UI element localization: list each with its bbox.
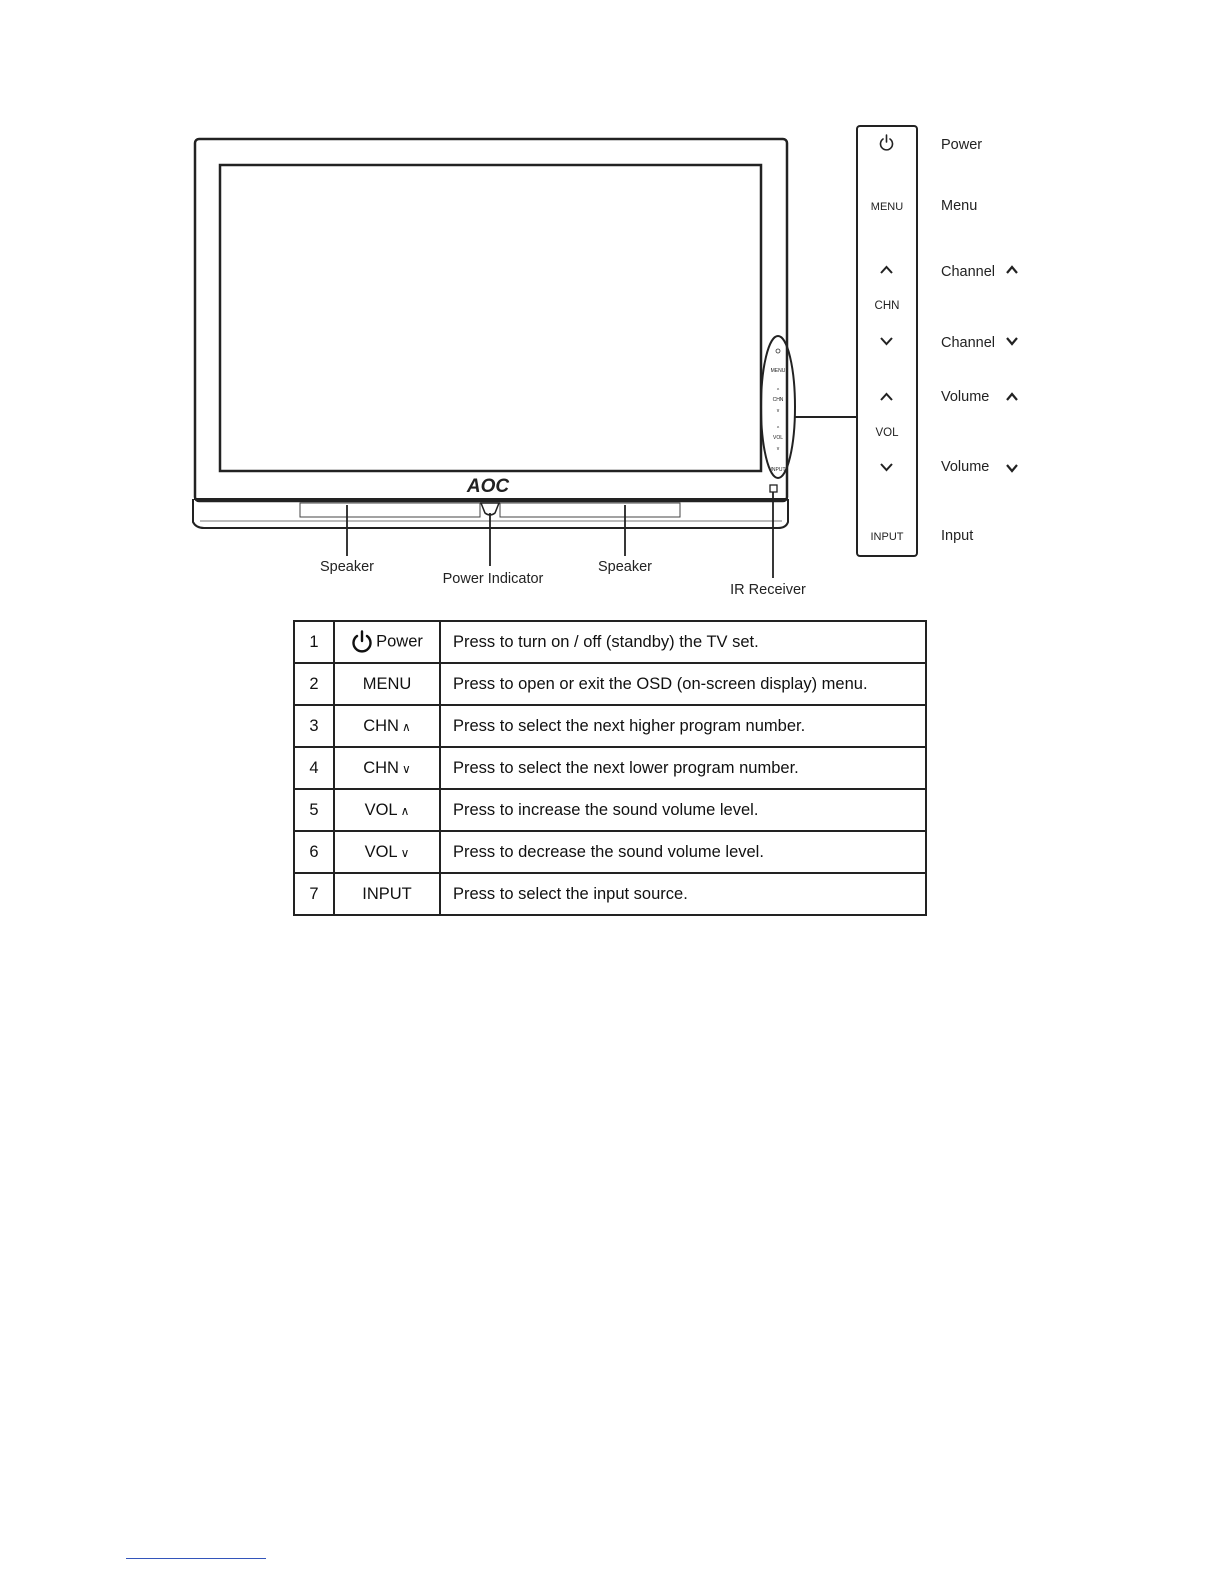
button-label: CHN <box>363 758 399 777</box>
button-label: Power <box>376 632 423 651</box>
channel-up-chevron-icon <box>1007 267 1017 273</box>
button-label: CHN <box>363 716 399 735</box>
chevron-down-icon: ∨ <box>400 845 410 860</box>
channel-down-side-label: Channel <box>941 335 996 351</box>
menu-side-label: Menu <box>941 198 978 214</box>
volume-down-chevron-icon <box>1007 465 1017 471</box>
table-row <box>294 873 926 915</box>
tv-front-diagram <box>0 0 1224 620</box>
speaker-grille-right <box>500 503 680 517</box>
panel-input-button: INPUT <box>870 531 904 543</box>
mini-chn-label: CHN <box>772 397 784 403</box>
mini-power-icon <box>776 349 780 353</box>
table-row <box>294 705 926 747</box>
controls-table <box>293 620 927 916</box>
row-number: 7 <box>294 873 334 915</box>
button-label: VOL <box>364 842 398 861</box>
button-cell <box>334 705 440 747</box>
volume-down-side-label: Volume <box>941 459 990 475</box>
mini-chevron-down-icon: v <box>776 446 780 452</box>
row-number: 3 <box>294 705 334 747</box>
description-cell: Press to select the input source. <box>440 873 926 915</box>
mini-chevron-up-icon: ^ <box>776 426 780 432</box>
description-cell: Press to select the next lower program number. <box>440 747 926 789</box>
mini-chevron-up-icon: ^ <box>776 388 780 394</box>
chevron-down-icon: ∨ <box>401 761 411 776</box>
description-cell: Press to turn on / off (standby) the TV set. <box>440 621 926 663</box>
description-cell: Press to increase the sound volume level. <box>440 789 926 831</box>
panel-chn-label: CHN <box>874 300 900 312</box>
tv-screen <box>220 165 761 471</box>
button-cell <box>334 663 440 705</box>
button-cell <box>334 747 440 789</box>
row-number: 5 <box>294 789 334 831</box>
table-row <box>294 831 926 873</box>
description-cell: Press to open or exit the OSD (on-screen display) menu. <box>440 663 926 705</box>
button-cell <box>334 621 440 663</box>
table-row <box>294 747 926 789</box>
speaker-grille-left <box>300 503 480 517</box>
table-row <box>294 663 926 705</box>
button-label: MENU <box>362 674 412 693</box>
side-panel-highlight <box>761 336 795 478</box>
panel-menu-button: MENU <box>870 201 904 213</box>
row-number: 2 <box>294 663 334 705</box>
mini-vol-label: VOL <box>772 435 784 441</box>
chevron-up-icon: ∧ <box>400 803 410 818</box>
table-row <box>294 621 926 663</box>
panel-vol-label: VOL <box>875 427 899 439</box>
mini-input-label: INPUT <box>770 467 786 473</box>
table-row <box>294 789 926 831</box>
mini-menu-label: MENU <box>770 368 786 374</box>
ir-receiver-label: IR Receiver <box>730 582 806 598</box>
volume-up-side-label: Volume <box>941 389 990 405</box>
aoc-logo: AOC <box>466 476 510 497</box>
description-cell: Press to decrease the sound volume level. <box>440 831 926 873</box>
row-number: 4 <box>294 747 334 789</box>
button-label: INPUT <box>362 884 412 903</box>
channel-up-side-label: Channel <box>941 264 996 280</box>
mini-chevron-down-icon: v <box>776 408 780 414</box>
speaker-left-label: Speaker <box>319 559 375 575</box>
button-cell <box>334 831 440 873</box>
button-cell <box>334 789 440 831</box>
control-panel <box>857 126 917 556</box>
button-label: VOL <box>364 800 398 819</box>
power-indicator-label: Power Indicator <box>442 571 544 587</box>
row-number: 1 <box>294 621 334 663</box>
speaker-right-label: Speaker <box>597 559 653 575</box>
channel-down-chevron-icon <box>1007 338 1017 344</box>
power-side-label: Power <box>941 137 983 153</box>
footer-divider <box>126 1558 266 1559</box>
input-side-label: Input <box>941 528 974 544</box>
volume-up-chevron-icon <box>1007 394 1017 400</box>
power-icon <box>351 630 373 654</box>
tv-frame <box>195 139 787 501</box>
ir-receiver-window <box>770 485 777 492</box>
button-cell <box>334 873 440 915</box>
chevron-up-icon: ∧ <box>401 719 411 734</box>
row-number: 6 <box>294 831 334 873</box>
description-cell: Press to select the next higher program number. <box>440 705 926 747</box>
